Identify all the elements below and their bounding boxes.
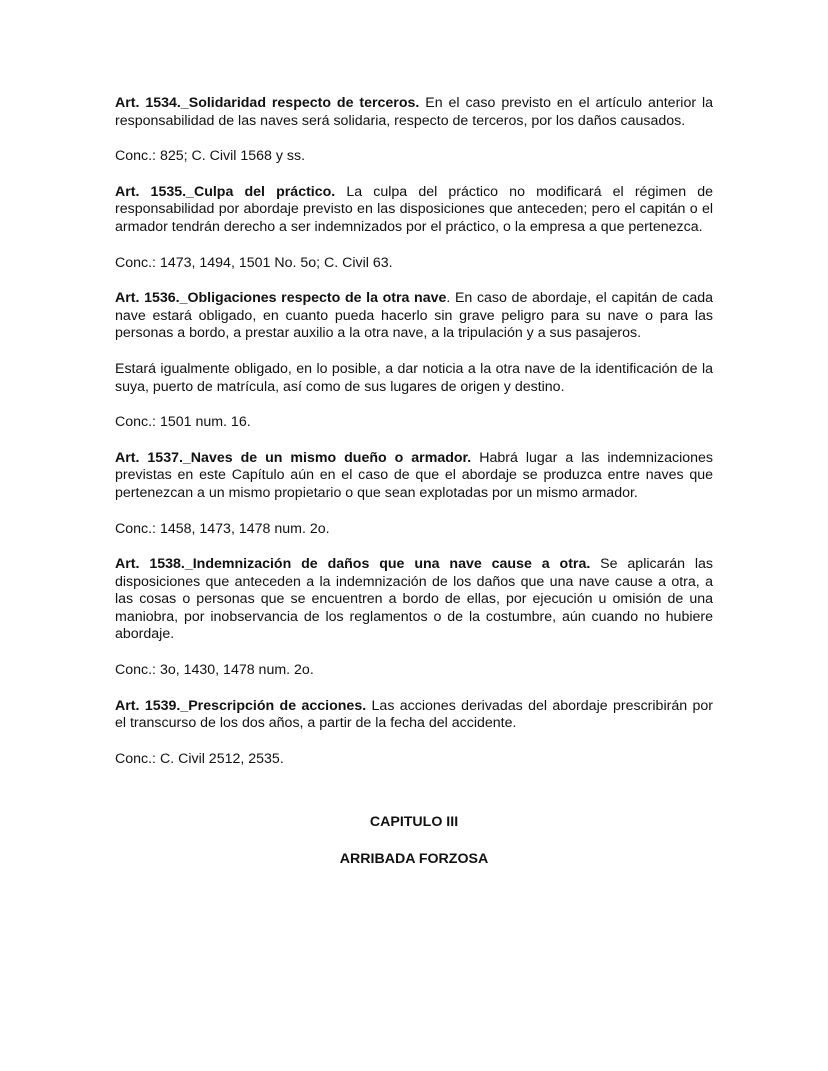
article-1538	[115, 556, 713, 644]
concordance-1539: Conc.: C. Civil 2512, 2535.	[115, 750, 284, 767]
concordance-1535: Conc.: 1473, 1494, 1501 No. 5o; C. Civil 63.	[115, 254, 393, 271]
concordance-1534: Conc.: 825; C. Civil 1568 y ss.	[115, 148, 306, 165]
article-1537	[115, 450, 713, 503]
article-title: Art. 1535._Culpa del práctico.	[115, 183, 336, 200]
concordance-1536: Conc.: 1501 num. 16.	[115, 414, 251, 431]
chapter-title: ARRIBADA FORZOSA	[339, 851, 489, 868]
concordance-1537: Conc.: 1458, 1473, 1478 num. 2o.	[115, 520, 330, 537]
article-body: Se aplicarán las disposiciones que anteceden a la indemnización de los daños que una nave cause a otra, a las cosas o personas que se encuentren a bordo de ellas, por ejecución u omisión de una maniobra, por inobservancia de los reglamentos o de la costumbre, aún cuando no hubiere abordaje.	[115, 556, 714, 643]
article-1536	[115, 290, 713, 343]
article-1536-extra: Estará igualmente obligado, en lo posible, a dar noticia a la otra nave de la identificación de la suya, puerto de matrícula, así como de sus lugares de origen y destino.	[115, 360, 713, 395]
article-title: Art. 1537._Naves de un mismo dueño o armador.	[115, 449, 472, 466]
article-title: Art. 1538._Indemnización de daños que una nave cause a otra.	[115, 556, 591, 573]
concordance-1538: Conc.: 3o, 1430, 1478 num. 2o.	[115, 662, 314, 679]
article-body: Habrá lugar a las indemnizaciones previstas en este Capítulo aún en el caso de que el abordaje se produzca entre naves que pertenezcan a un mismo propietario o que sean explotadas por un mismo armador.	[115, 449, 714, 501]
article-1534	[115, 95, 713, 130]
article-body: En el caso previsto en el artículo anterior la responsabilidad de las naves será solidaria, respecto de terceros, por los daños causados.	[115, 95, 714, 129]
article-body: La culpa del práctico no modificará el régimen de responsabilidad por abordaje previsto en las disposiciones que anteceden; pero el capitán o el armador tendrán derecho a ser indemnizados por el práctico, o la empresa a que pertenezca.	[115, 183, 713, 235]
article-1539	[115, 698, 713, 733]
article-body: Las acciones derivadas del abordaje prescribirán por el transcurso de los dos años, a partir de la fecha del accidente.	[115, 697, 713, 732]
article-title: Art. 1536._Obligaciones respecto de la otra nave	[115, 290, 447, 307]
article-body: . En caso de abordaje, el capitán de cada nave estará obligado, en cuanto pueda hacerlo sin grave peligro para su nave o para las personas a bordo, a prestar auxilio a la otra nave, a la tripulación y a sus pasajeros.	[115, 290, 714, 342]
document-page	[115, 95, 713, 869]
chapter-number: CAPITULO III	[369, 814, 459, 831]
article-title: Art. 1534._Solidaridad respecto de terceros.	[115, 95, 420, 111]
article-title: Art. 1539._Prescripción de acciones.	[115, 697, 367, 714]
article-1535	[115, 184, 713, 237]
